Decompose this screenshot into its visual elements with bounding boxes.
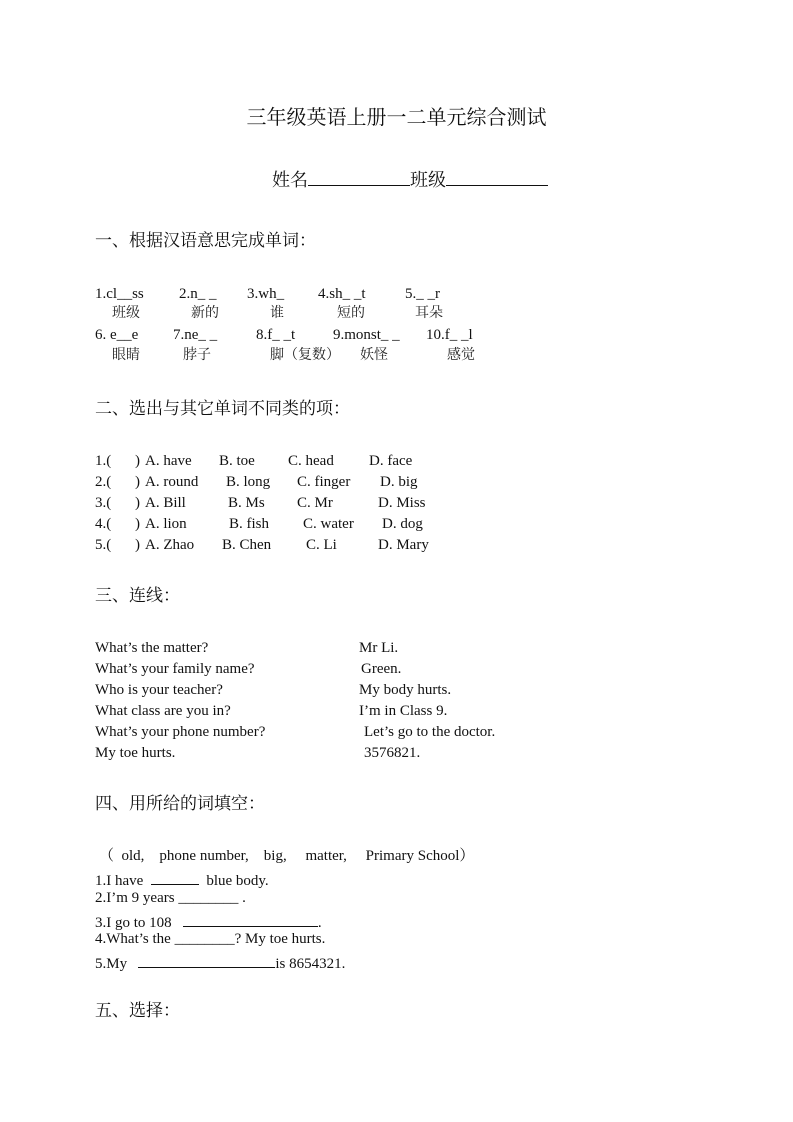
option-d: D. big [380, 474, 418, 490]
word-item: 10.f_ _l [426, 327, 473, 343]
section-4-heading: 四、用所给的词填空： [95, 794, 265, 814]
fill-item [95, 870, 269, 889]
word-item: 2.n_ _ [179, 286, 217, 302]
option-b: B. Ms [228, 495, 265, 511]
choice-paren: ) [135, 537, 140, 553]
match-question: What’s your family name? [95, 661, 255, 677]
fill-prefix: 1.I have [95, 873, 144, 889]
fill-blank[interactable]: ________ [178, 890, 239, 906]
option-d: D. dog [382, 516, 423, 532]
option-b: B. toe [219, 453, 255, 469]
word-meaning: 脚（复数） [270, 347, 340, 363]
choice-number: 2.( [95, 474, 112, 490]
fill-item [95, 932, 325, 947]
option-d: D. Mary [378, 537, 429, 553]
match-answer: 3576821. [364, 745, 421, 761]
word-meaning: 妖怪 [360, 347, 388, 363]
fill-prefix: 5.My [95, 956, 128, 972]
option-a: A. Zhao [145, 537, 195, 553]
option-c: C. finger [297, 474, 351, 490]
name-class-line [272, 171, 548, 190]
word-meaning: 感觉 [447, 347, 475, 363]
fill-blank[interactable]: ________ [174, 931, 235, 947]
option-d: D. face [369, 453, 413, 469]
section-5-heading: 五、选择： [95, 1001, 180, 1021]
match-answer: Mr Li. [359, 640, 399, 656]
word-meaning: 短的 [337, 305, 365, 321]
fill-blank[interactable] [138, 953, 275, 968]
class-blank[interactable] [446, 171, 548, 186]
match-question: My toe hurts. [95, 745, 176, 761]
page-title: 三年级英语上册一二单元综合测试 [246, 105, 547, 129]
section-3-heading: 三、连线： [95, 586, 180, 606]
option-a: A. Bill [145, 495, 186, 511]
option-c: C. water [303, 516, 354, 532]
word-bank: （ old, phone number, big, matter, Primary School） [99, 848, 475, 864]
word-meaning: 新的 [191, 305, 219, 321]
match-answer: My body hurts. [359, 682, 452, 698]
section-1-heading: 一、根据汉语意思完成单词： [95, 231, 316, 251]
option-b: B. long [226, 474, 271, 490]
word-meaning: 耳朵 [415, 305, 443, 321]
word-meaning: 脖子 [183, 347, 211, 363]
option-b: B. fish [229, 516, 270, 532]
choice-number: 1.( [95, 453, 112, 469]
match-answer: Let’s go to the doctor. [364, 724, 496, 740]
fill-blank[interactable] [183, 912, 318, 927]
word-meaning: 谁 [270, 305, 284, 321]
name-blank[interactable] [308, 171, 410, 186]
choice-number: 3.( [95, 495, 112, 511]
match-question: What class are you in? [95, 703, 231, 719]
choice-paren: ) [135, 516, 140, 532]
option-b: B. Chen [222, 537, 272, 553]
word-item: 4.sh_ _t [318, 286, 366, 302]
word-item: 1.cl__ss [95, 286, 144, 302]
choice-paren: ) [135, 495, 140, 511]
option-d: D. Miss [378, 495, 426, 511]
match-answer: Green. [361, 661, 402, 677]
word-meaning: 眼睛 [112, 347, 140, 363]
fill-item [95, 891, 246, 906]
fill-prefix: 4.What’s the [95, 931, 171, 947]
name-label: 姓名 [272, 170, 308, 191]
choice-number: 4.( [95, 516, 112, 532]
fill-item [95, 912, 322, 931]
fill-prefix: 3.I go to 108 [95, 915, 172, 931]
option-c: C. Mr [297, 495, 333, 511]
fill-item [95, 953, 345, 972]
class-label: 班级 [410, 170, 446, 191]
fill-suffix: . [242, 890, 246, 906]
fill-suffix: is 8654321. [275, 956, 346, 972]
section-2-heading: 二、选出与其它单词不同类的项： [95, 399, 350, 419]
match-answer: I’m in Class 9. [359, 703, 448, 719]
word-item: 3.wh_ [247, 286, 285, 302]
option-c: C. head [288, 453, 334, 469]
option-a: A. have [145, 453, 192, 469]
word-item: 9.monst_ _ [333, 327, 400, 343]
choice-number: 5.( [95, 537, 112, 553]
fill-suffix: . [317, 915, 322, 931]
fill-prefix: 2.I’m 9 years [95, 890, 175, 906]
option-a: A. round [145, 474, 199, 490]
choice-paren: ) [135, 474, 140, 490]
word-meaning: 班级 [112, 305, 140, 321]
option-c: C. Li [306, 537, 337, 553]
word-item: 7.ne_ _ [173, 327, 218, 343]
option-a: A. lion [145, 516, 187, 532]
match-question: What’s your phone number? [95, 724, 266, 740]
word-item: 8.f_ _t [256, 327, 296, 343]
choice-paren: ) [135, 453, 140, 469]
fill-suffix: blue body. [206, 873, 269, 889]
fill-blank[interactable] [151, 870, 199, 885]
fill-suffix: ? My toe hurts. [234, 931, 326, 947]
word-item: 5._ _r [405, 286, 440, 302]
word-item: 6. e__e [95, 327, 139, 343]
match-question: What’s the matter? [95, 640, 209, 656]
match-question: Who is your teacher? [95, 682, 223, 698]
